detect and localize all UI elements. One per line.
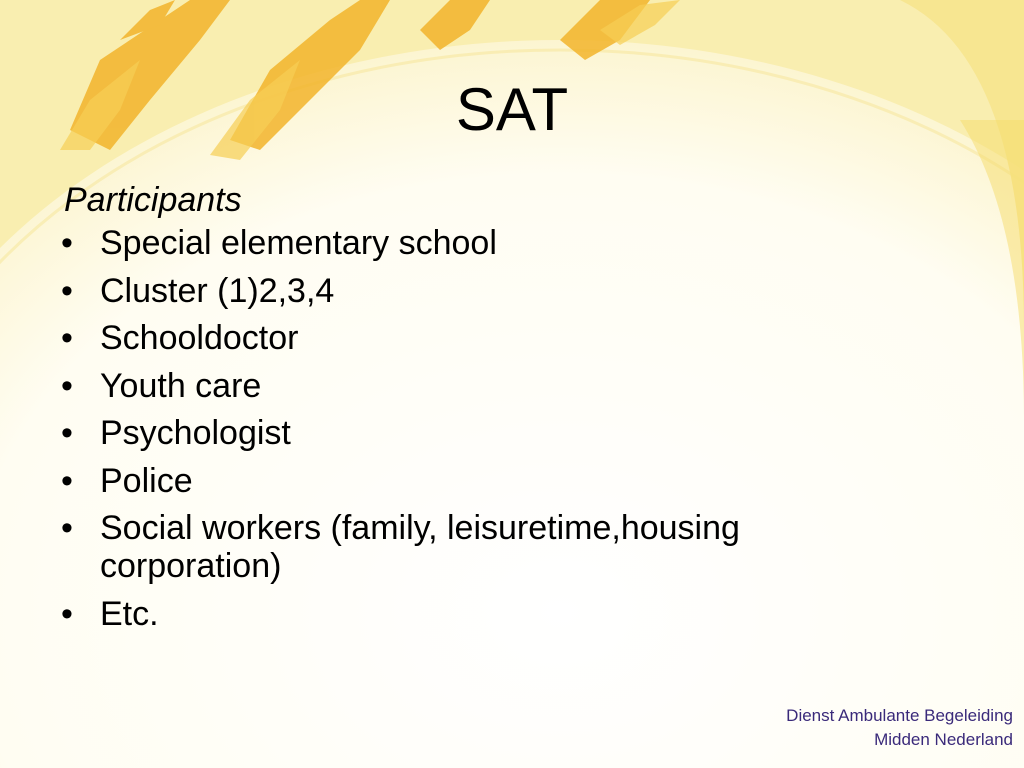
bullet-item: • Youth care [64, 367, 884, 405]
bullet-list [64, 224, 884, 633]
subheading: Participants [64, 181, 242, 219]
bullet-item: • Psychologist [64, 414, 884, 452]
content-area [64, 178, 884, 642]
bullet-item: • Cluster (1)2,3,4 [64, 272, 884, 310]
bullet-item: • Social workers (family, leisuretime,housing corporation) [64, 509, 884, 585]
bullet-item: • Special elementary school [64, 224, 884, 262]
footer-organization [786, 704, 1013, 752]
slide-title: SAT [455, 76, 569, 143]
footer-line-1: Dienst Ambulante Begeleiding [786, 706, 1013, 725]
bullet-item: • Police [64, 462, 884, 500]
bullet-item: • Schooldoctor [64, 319, 884, 357]
bullet-item: • Etc. [64, 595, 884, 633]
footer-line-2: Midden Nederland [874, 730, 1013, 749]
